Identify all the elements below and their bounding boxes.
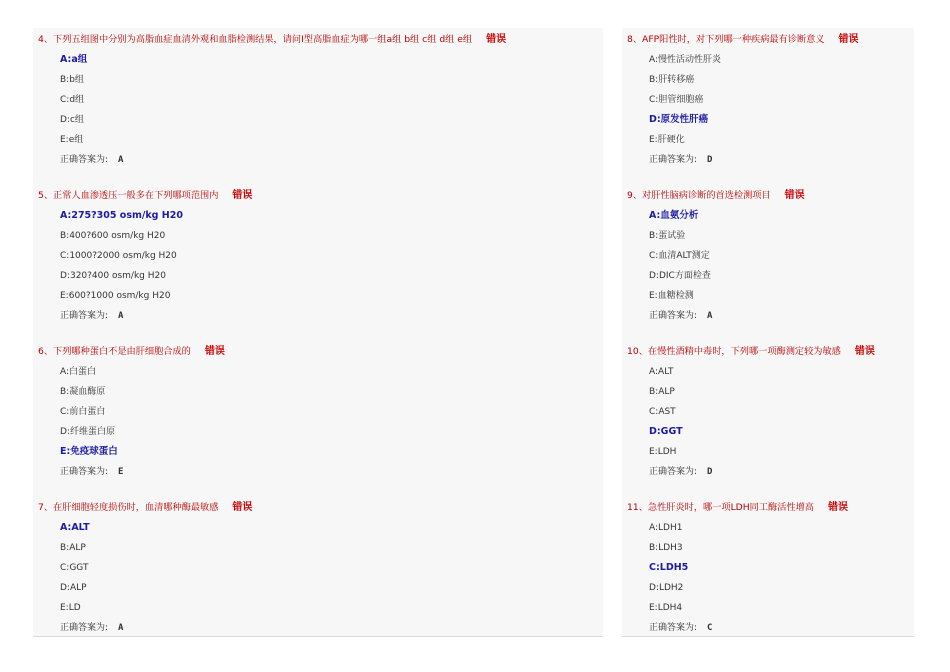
option[interactable]: B:400?600 osm/kg H20 xyxy=(60,231,166,241)
correct-answer-value: E xyxy=(118,467,124,477)
question-block-left-1 xyxy=(33,186,603,326)
option-selected[interactable]: A:275?305 osm/kg H20 xyxy=(60,210,183,221)
correct-answer-line xyxy=(622,462,914,482)
wrong-badge: 错误 xyxy=(232,190,253,201)
option[interactable]: C:d组 xyxy=(60,95,85,105)
option-selected[interactable]: E:免疫球蛋白 xyxy=(60,446,118,457)
option[interactable]: B:ALP xyxy=(649,387,675,397)
option[interactable]: A:慢性活动性肝炎 xyxy=(649,55,722,65)
question-title xyxy=(33,186,603,206)
option-selected[interactable]: C:LDH5 xyxy=(649,562,689,573)
option[interactable]: E:LDH4 xyxy=(649,603,683,613)
correct-answer-line xyxy=(33,150,603,170)
option[interactable]: C:AST xyxy=(649,407,676,417)
question-text: 7、在肝细胞轻度损伤时，血清哪种酶最敏感 xyxy=(38,502,219,513)
option[interactable]: D:纤维蛋白原 xyxy=(60,427,115,437)
question-text: 6、下列哪种蛋白不是由肝细胞合成的 xyxy=(38,346,191,357)
answer-prefix: 正确答案为: xyxy=(60,467,109,477)
correct-answer-value: A xyxy=(707,311,713,321)
correct-answer-line xyxy=(33,618,603,638)
question-title xyxy=(33,498,603,518)
option[interactable]: D:LDH2 xyxy=(649,583,684,593)
correct-answer-value: A xyxy=(118,623,124,633)
option[interactable]: A:白蛋白 xyxy=(60,367,97,377)
question-title xyxy=(622,498,914,518)
option[interactable]: C:血清ALT测定 xyxy=(649,251,710,261)
wrong-badge: 错误 xyxy=(486,34,507,45)
answer-prefix: 正确答案为: xyxy=(649,623,698,633)
wrong-badge: 错误 xyxy=(784,190,805,201)
correct-answer-value: A xyxy=(118,155,124,165)
option[interactable]: C:1000?2000 osm/kg H20 xyxy=(60,251,177,261)
answer-prefix: 正确答案为: xyxy=(60,311,109,321)
correct-answer-line xyxy=(622,306,914,326)
option[interactable]: D:320?400 osm/kg H20 xyxy=(60,271,166,281)
option[interactable]: D:ALP xyxy=(60,583,87,593)
option[interactable]: B:蛋试验 xyxy=(649,231,686,241)
question-title xyxy=(33,30,603,50)
option-selected[interactable]: A:血氨分析 xyxy=(649,210,699,221)
option-selected[interactable]: A:a组 xyxy=(60,54,88,65)
wrong-badge: 错误 xyxy=(204,346,225,357)
option[interactable]: B:肝转移癌 xyxy=(649,75,695,85)
option[interactable]: C:胆管细胞癌 xyxy=(649,95,704,105)
right-question-panel xyxy=(622,28,914,637)
option-selected[interactable]: A:ALT xyxy=(60,522,90,533)
left-question-panel xyxy=(33,28,603,637)
question-block-right-3 xyxy=(622,498,914,638)
option[interactable]: B:b组 xyxy=(60,75,84,85)
question-text: 11、急性肝炎时，哪一项LDH同工酶活性增高 xyxy=(627,502,814,513)
wrong-badge: 错误 xyxy=(232,502,253,513)
option-selected[interactable]: D:原发性肝癌 xyxy=(649,114,709,125)
option[interactable]: A:LDH1 xyxy=(649,523,683,533)
option-selected[interactable]: D:GGT xyxy=(649,426,683,437)
question-block-left-3 xyxy=(33,498,603,638)
question-text: 9、对肝性脑病诊断的首选检测项目 xyxy=(627,190,771,201)
option[interactable]: D:c组 xyxy=(60,115,84,125)
question-title xyxy=(622,342,914,362)
option[interactable]: E:600?1000 osm/kg H20 xyxy=(60,291,171,301)
question-text: 8、AFP阳性时，对下列哪一种疾病最有诊断意义 xyxy=(627,34,825,45)
question-block-left-2 xyxy=(33,342,603,482)
option[interactable]: E:e组 xyxy=(60,135,84,145)
correct-answer-value: D xyxy=(707,155,713,165)
correct-answer-line xyxy=(622,150,914,170)
correct-answer-line xyxy=(622,618,914,638)
answer-prefix: 正确答案为: xyxy=(649,311,698,321)
correct-answer-line xyxy=(33,306,603,326)
answer-prefix: 正确答案为: xyxy=(60,155,109,165)
option[interactable]: B:LDH3 xyxy=(649,543,683,553)
correct-answer-value: D xyxy=(707,467,713,477)
option[interactable]: B:ALP xyxy=(60,543,86,553)
question-block-right-1 xyxy=(622,186,914,326)
wrong-badge: 错误 xyxy=(838,34,859,45)
answer-prefix: 正确答案为: xyxy=(60,623,109,633)
correct-answer-line xyxy=(33,462,603,482)
option[interactable]: B:凝血酶原 xyxy=(60,387,106,397)
option[interactable]: E:LD xyxy=(60,603,81,613)
correct-answer-value: A xyxy=(118,311,124,321)
question-block-left-0 xyxy=(33,30,603,170)
question-text: 5、正常人血渗透压一般多在下列哪项范围内 xyxy=(38,190,219,201)
option[interactable]: C:GGT xyxy=(60,563,89,573)
answer-prefix: 正确答案为: xyxy=(649,155,698,165)
question-text: 10、在慢性酒精中毒时，下列哪一项酶测定较为敏感 xyxy=(627,346,841,357)
option[interactable]: E:血糖检测 xyxy=(649,291,694,301)
option[interactable]: C:前白蛋白 xyxy=(60,407,106,417)
question-title xyxy=(33,342,603,362)
question-text: 4、下列五组图中分别为高脂血症血清外观和血脂检测结果，请问I型高脂血症为哪一组a组 b组 c组 d组 e组 xyxy=(38,34,473,45)
wrong-badge: 错误 xyxy=(827,502,848,513)
question-block-right-2 xyxy=(622,342,914,482)
option[interactable]: D:DIC方面检查 xyxy=(649,271,711,281)
question-title xyxy=(622,186,914,206)
option[interactable]: A:ALT xyxy=(649,367,674,377)
question-block-right-0 xyxy=(622,30,914,170)
option[interactable]: E:LDH xyxy=(649,447,677,457)
answer-prefix: 正确答案为: xyxy=(649,467,698,477)
wrong-badge: 错误 xyxy=(854,346,875,357)
correct-answer-value: C xyxy=(707,623,713,633)
option[interactable]: E:肝硬化 xyxy=(649,135,685,145)
question-title xyxy=(622,30,914,50)
